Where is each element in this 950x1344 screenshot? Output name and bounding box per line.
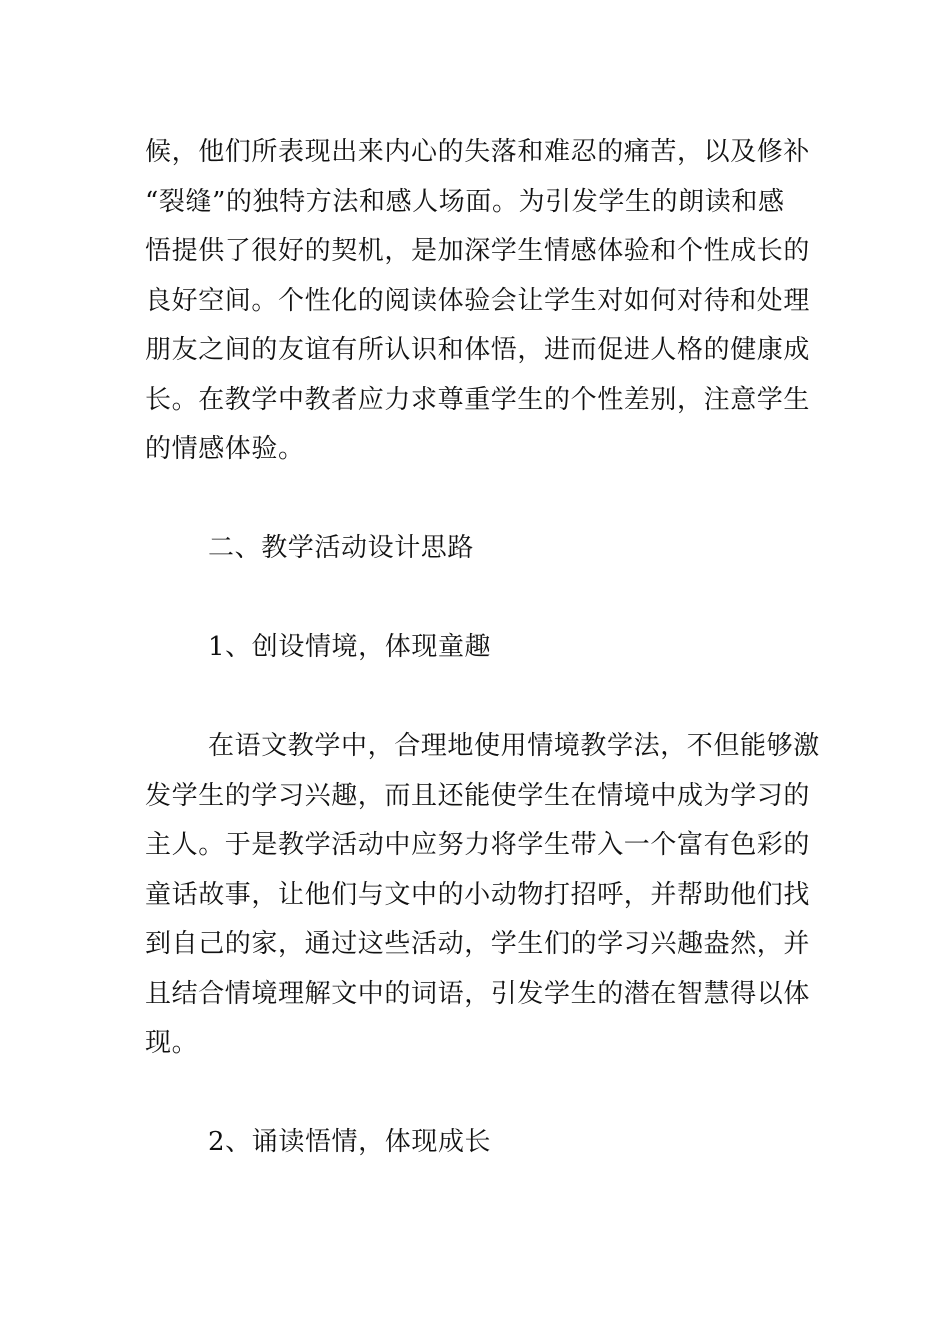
paragraph-line: 童话故事，让他们与文中的小动物打招呼，并帮助他们找 xyxy=(145,880,811,910)
subsection-heading: 2、诵读悟情，体现成长 xyxy=(208,1127,492,1157)
paragraph-line: 长。在教学中教者应力求尊重学生的个性差别，注意学生 xyxy=(145,385,811,415)
paragraph-line: 悟提供了很好的契机，是加深学生情感体验和个性成长的 xyxy=(145,236,811,266)
paragraph-line: 现。 xyxy=(145,1028,199,1058)
paragraph-line: 朋友之间的友谊有所认识和体悟，进而促进人格的健康成 xyxy=(145,335,811,365)
paragraph-line: 主人。于是教学活动中应努力将学生带入一个富有色彩的 xyxy=(145,830,811,860)
section-heading: 二、教学活动设计思路 xyxy=(208,533,475,563)
paragraph-line: 到自己的家，通过这些活动，学生们的学习兴趣盎然，并 xyxy=(145,929,811,959)
paragraph-line: 候，他们所表现出来内心的失落和难忍的痛苦，以及修补 xyxy=(145,137,811,167)
paragraph-line: 的情感体验。 xyxy=(145,434,305,464)
subsection-heading: 1、创设情境，体现童趣 xyxy=(208,632,492,662)
paragraph-line: 发学生的学习兴趣，而且还能使学生在情境中成为学习的 xyxy=(145,781,811,811)
paragraph-line: 良好空间。个性化的阅读体验会让学生对如何对待和处理 xyxy=(145,286,811,316)
paragraph-line: “裂缝”的独特方法和感人场面。为引发学生的朗读和感 xyxy=(145,187,785,217)
paragraph-line: 且结合情境理解文中的词语，引发学生的潜在智慧得以体 xyxy=(145,979,811,1009)
paragraph-line: 在语文教学中，合理地使用情境教学法，不但能够激 xyxy=(208,731,820,761)
